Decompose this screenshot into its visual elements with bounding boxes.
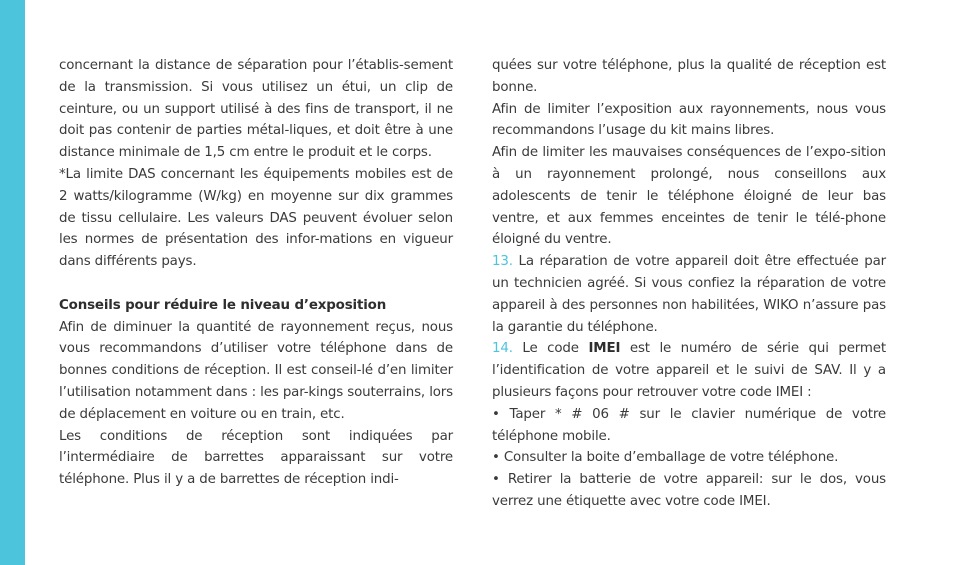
paragraph-gap [59, 273, 453, 295]
item-14-text-after: est le numéro de série qui permet l’identification de votre appareil et le suivi de SAV. Il y a plusieurs façons pour retrouver votre code IMEI : [492, 341, 886, 400]
paragraph-reception-bars: Les conditions de réception sont indiquées par l’intermédiaire de barrettes apparaissant sur votre téléphone. Plus il y a de barrettes de réception indi- [59, 428, 453, 488]
paragraph-reception-quality: quées sur votre téléphone, plus la qualité de réception est bonne. [492, 58, 886, 95]
item-14-imei [492, 338, 886, 403]
bullet-dial-code: • Taper * # 06 # sur le clavier numérique de votre téléphone mobile. [492, 406, 886, 444]
left-column [59, 55, 453, 491]
item-14-number: 14. [492, 341, 513, 357]
item-14-text-before: Le code [512, 341, 589, 357]
imei-term: IMEI [588, 341, 621, 357]
item-13-repair [492, 251, 886, 338]
paragraph-separation-distance: concernant la distance de séparation pour l’établis-sement de la transmission. Si vous utilisez un étui, un clip de ceinture, ou un support utilisé à des fins de transport, il ne doit pas contenir de parties métal-liques, et doit être à une distance minimale de 1,5 cm entre le produit et le corps. [59, 58, 453, 161]
paragraph-hands-free: Afin de limiter l’exposition aux rayonnements, nous vous recommandons l’usage du kit mains libres. [492, 101, 886, 139]
paragraph-prolonged-exposure: Afin de limiter les mauvaises conséquences de l’expo-sition à un rayonnement prolongé, nous conseillons aux adolescents de tenir le téléphone éloigné de leur bas ventre, et aux femmes enceintes de tenir le télé-phone éloigné du ventre. [492, 145, 886, 248]
section-heading: Conseils pour réduire le niveau d’exposition [59, 297, 387, 313]
paragraph-reception-conditions: Afin de diminuer la quantité de rayonnement reçus, nous vous recommandons d’utiliser votre téléphone dans de bonnes conditions de réception. Il est conseil-lé d’en limiter l’utilisation notamment dans : les par-kings souterrains, lors de déplacement en voiture ou en train, etc. [59, 319, 453, 422]
item-13-number: 13. [492, 254, 513, 270]
paragraph-das-limit: *La limite DAS concernant les équipements mobiles est de 2 watts/kilogramme (W/kg) en moyenne sur dix grammes de tissu cellulaire. Les valeurs DAS peuvent évoluer selon les normes de présentation des infor-mations en vigueur dans différents pays. [59, 166, 453, 270]
accent-side-bar [0, 0, 25, 565]
item-13-text: La réparation de votre appareil doit être effectuée par un technicien agréé. Si vous confiez la réparation de votre appareil à des personnes non habilitées, WIKO n’assure pas la garantie du téléphone. [492, 254, 886, 335]
bullet-packaging: • Consulter la boite d’emballage de votre téléphone. [492, 450, 839, 466]
right-column [492, 55, 886, 513]
bullet-battery-label: • Retirer la batterie de votre appareil: sur le dos, vous verrez une étiquette avec votre code IMEI. [492, 472, 886, 509]
